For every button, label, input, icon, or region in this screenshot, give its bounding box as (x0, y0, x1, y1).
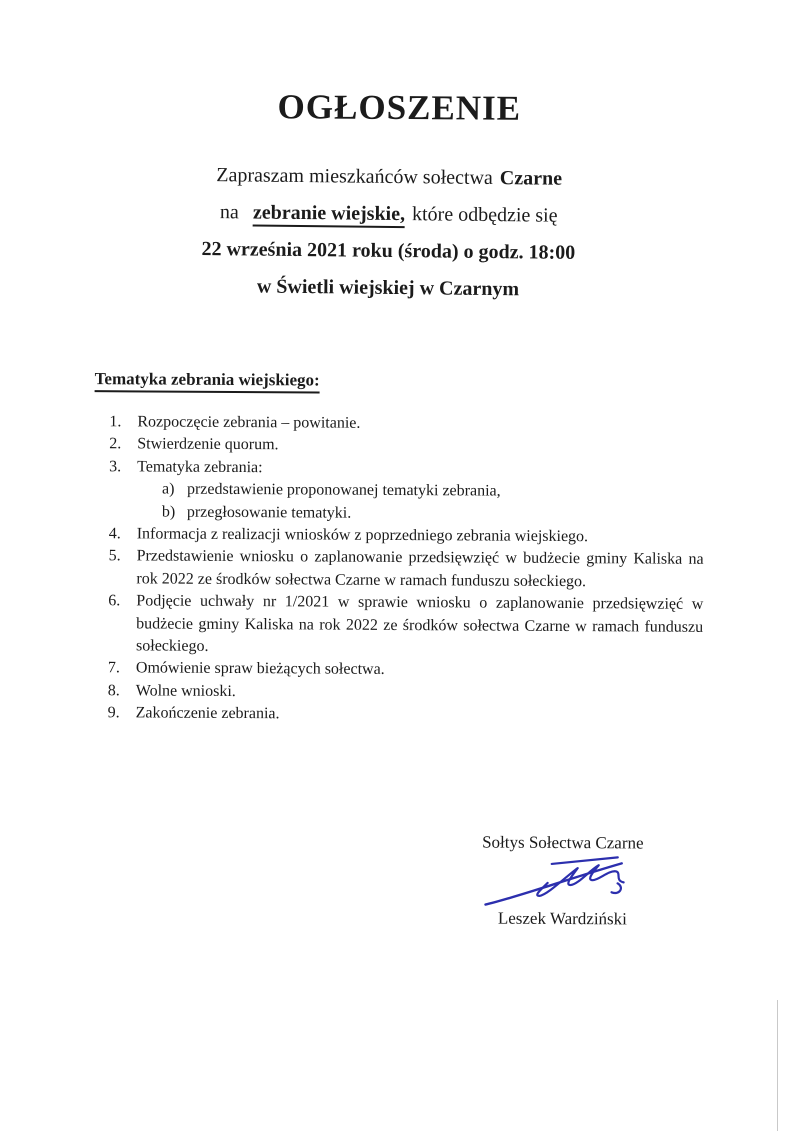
item-text: Informacja z realizacji wniosków z poprzedniego zebrania wiejskiego. (136, 525, 589, 546)
agenda-subitem-a (162, 479, 704, 505)
signatory-name: Leszek Wardziński (497, 908, 627, 929)
item-text: Wolne wnioski. (135, 682, 236, 700)
handwritten-signature-ink (481, 853, 643, 908)
item-text: Omówienie spraw bieżących sołectwa. (135, 659, 385, 679)
agenda-subitem-b (162, 501, 704, 527)
signature-block (472, 831, 653, 929)
item-number: 7. (107, 659, 120, 677)
item-number: 6. (108, 592, 121, 610)
village-name-bold: Czarne (499, 167, 563, 190)
signatory-role: Sołtys Sołectwa Czarne (482, 832, 644, 853)
subitem-letter: a) (161, 480, 175, 498)
agenda-item-5 (108, 546, 703, 594)
intro-line-2-post: które odbędzie się (411, 203, 558, 227)
subitem-text: przedstawienie proponowanej tematyki zebrania, (186, 480, 501, 500)
invitation-paragraph (0, 155, 789, 311)
meeting-place-line: w Świetli wiejskiej w Czarnym (256, 275, 520, 301)
scan-artifact-line (777, 1000, 779, 1131)
item-number: 5. (108, 547, 121, 565)
agenda-item-6 (108, 590, 703, 661)
item-text: Podjęcie uchwały nr 1/2021 w sprawie wniosku o zaplanowanie przedsięwzięć w budżecie gminy Kaliska na rok 2022 ze środków sołectwa Czarne w ramach funduszu sołeckiego. (135, 592, 704, 655)
item-number: 8. (107, 682, 120, 700)
agenda-item-3 (109, 456, 704, 527)
item-text: Zakończenie zebrania. (135, 704, 280, 723)
item-number: 4. (108, 525, 121, 543)
item-text: Tematyka zebrania: (137, 458, 263, 476)
subitem-text: przegłosowanie tematyki. (186, 503, 352, 522)
subitem-letter: b) (161, 503, 176, 521)
intro-line-1-text: Zapraszam mieszkańców sołectwa (216, 164, 493, 190)
agenda-list (108, 411, 705, 728)
agenda-item-9 (108, 703, 703, 729)
agenda-heading: Tematyka zebrania wiejskiego: (95, 367, 798, 395)
item-text: Stwierdzenie quorum. (137, 435, 279, 454)
meeting-date-line: 22 września 2021 roku (środa) o godz. 18:00 (201, 237, 576, 264)
item-number: 1. (109, 413, 122, 431)
meeting-name-underlined: zebranie wiejskie, (253, 202, 405, 229)
item-number: 3. (109, 458, 122, 476)
document-title: OGŁOSZENIE (277, 87, 522, 128)
item-number: 2. (109, 435, 122, 453)
item-text: Rozpoczęcie zebrania – powitanie. (137, 413, 361, 432)
item-number: 9. (107, 704, 120, 722)
item-text: Przedstawienie wniosku o zaplanowanie przedsięwzięć w budżecie gminy Kaliska na rok 2022 ze środków sołectwa Czarne w ramach funduszu sołeckiego. (136, 547, 704, 590)
intro-line-2-pre: na (219, 201, 239, 224)
